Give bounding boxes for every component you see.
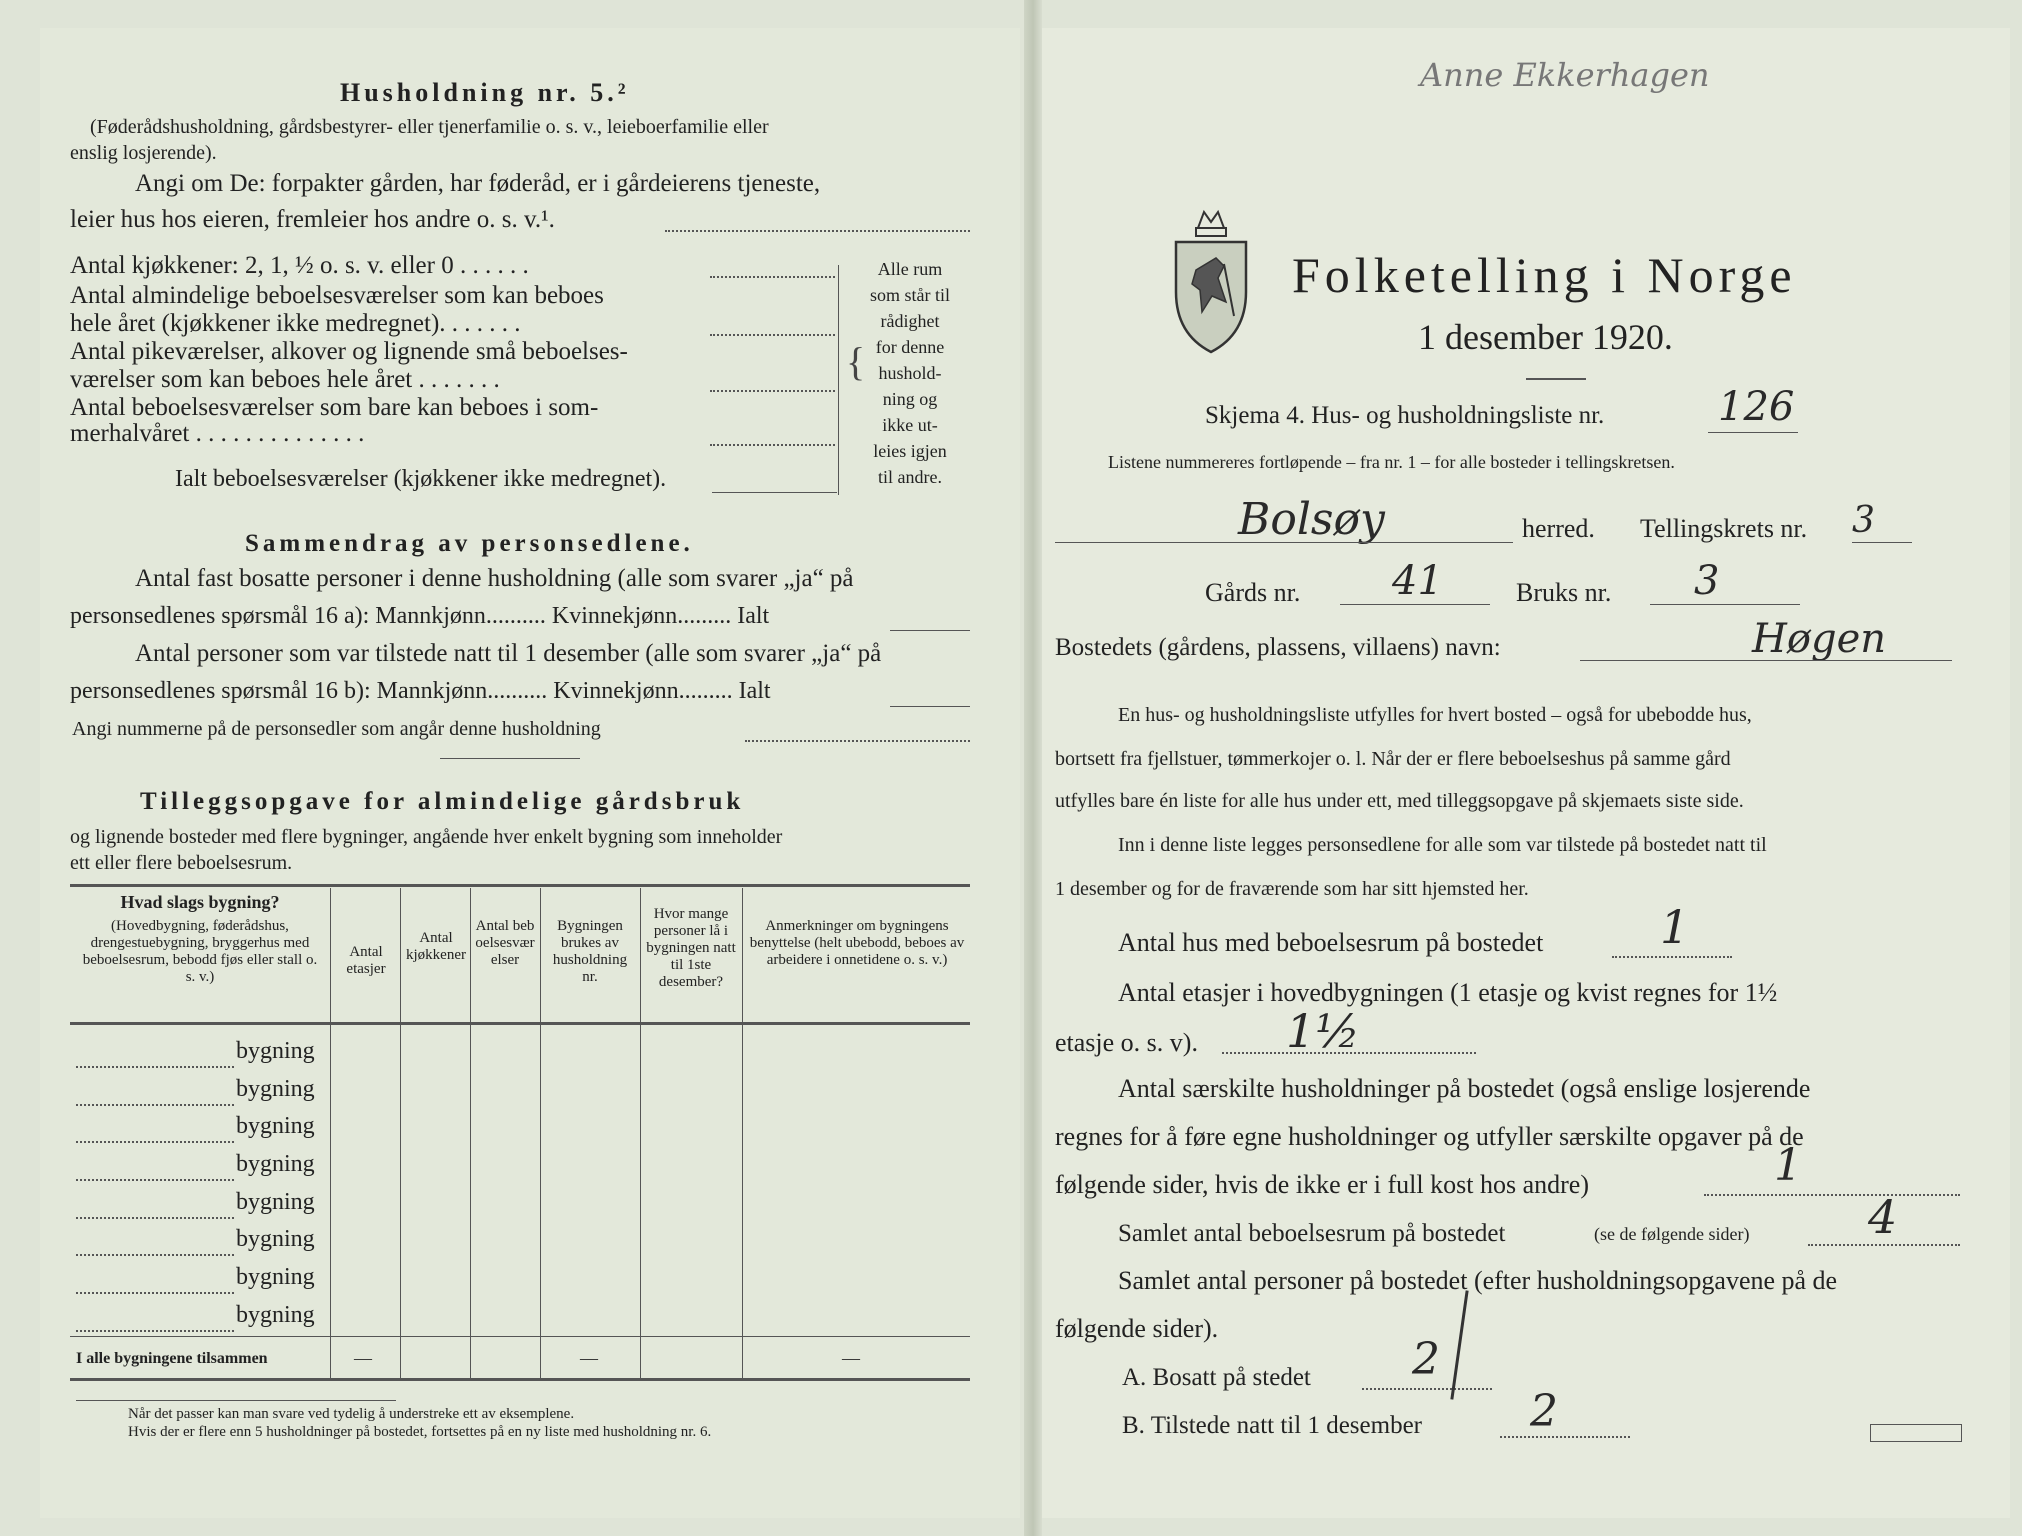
- tillegg-title: Tilleggsopgave for almindelige gårdsbruk: [140, 788, 745, 815]
- footnote-2: Hvis der er flere enn 5 husholdninger på bostedet, fortsettes på en ny liste med husholdning nr. 6.: [128, 1424, 712, 1440]
- para2-line-2: 1 desember og for de fraværende som har sitt hjemsted her.: [1055, 878, 1529, 900]
- tellingskrets-label: Tellingskrets nr.: [1640, 514, 1808, 543]
- total-dash-husholdning: —: [580, 1348, 598, 1368]
- saerskilte-line-1: Antal særskilte husholdninger på bostedet (også enslige losjerende: [1118, 1074, 1811, 1103]
- header-building-sub: (Hovedbygning, føderådshus, drengestuebygning, bryggerhus med beboelsesrum, bebodd fjøs eller stall o. s. v.): [82, 918, 318, 985]
- para1-line-2: bortsett fra fjellstuer, tømmerkojer o. l. Når der er flere beboelseshus på samme gård: [1055, 748, 1731, 770]
- gards-value: 41: [1392, 558, 1443, 604]
- hus-label: Antal hus med beboelsesrum på bostedet: [1118, 928, 1544, 957]
- husholdning-title: Husholdning nr. 5.²: [340, 78, 630, 107]
- saerskilte-value: 1: [1774, 1140, 1802, 1191]
- herred-label: herred.: [1522, 514, 1595, 543]
- gards-label: Gårds nr.: [1205, 578, 1301, 607]
- bosatt-label: A. Bosatt på stedet: [1122, 1364, 1311, 1391]
- room-line-6: Antal beboelsesværelser som bare kan beboes i som-: [70, 394, 599, 421]
- tilstede-value: 2: [1530, 1386, 1558, 1437]
- tilstede-label: B. Tilstede natt til 1 desember: [1122, 1412, 1422, 1439]
- table-row: bygning: [236, 1038, 315, 1064]
- sammendrag-title: Sammendrag av personsedlene.: [245, 530, 694, 557]
- bruks-label: Bruks nr.: [1516, 578, 1612, 607]
- bruks-value: 3: [1694, 558, 1720, 604]
- herred-value: Bolsøy: [1238, 494, 1385, 545]
- header-etasjer: Antal etasjer: [346, 944, 386, 977]
- table-row: bygning: [236, 1151, 315, 1177]
- beboelsesrum-label: Samlet antal beboelsesrum på bostedet: [1118, 1220, 1506, 1247]
- census-date: 1 desember 1920.: [1418, 317, 1673, 357]
- skjema-line: Skjema 4. Hus- og husholdningsliste nr.: [1205, 402, 1605, 429]
- intro-line-2: enslig losjerende).: [70, 142, 217, 164]
- header-personer: Hvor mange personer lå i bygningen natt til 1ste desember?: [646, 906, 736, 990]
- printer-stamp: [1870, 1424, 1962, 1442]
- table-row: bygning: [236, 1302, 315, 1328]
- tillegg-line-2: ett eller flere beboelsesrum.: [70, 852, 293, 874]
- tellingskrets-value: 3: [1852, 500, 1875, 541]
- personer-line-2: følgende sider).: [1055, 1314, 1219, 1343]
- page-fold: [1024, 0, 1042, 1536]
- table-row: bygning: [236, 1189, 315, 1215]
- norway-coat-of-arms-icon: [1168, 206, 1254, 354]
- room-line-5: værelser som kan beboes hele året . . . . . . .: [70, 366, 500, 393]
- footnote-1: Når det passer kan man svare ved tydelig å understreke ett av eksemplene.: [128, 1406, 575, 1422]
- saerskilte-line-2: regnes for å føre egne husholdninger og utfyller særskilte opgaver på de: [1055, 1122, 1804, 1151]
- main-title: Folketelling i Norge: [1292, 247, 1797, 303]
- room-line-3: hele året (kjøkkener ikke medregnet). . . . . . .: [70, 310, 521, 337]
- total-dash-etasjer: —: [354, 1348, 372, 1368]
- handwritten-top: Anne Ekkerhagen: [1420, 56, 1710, 94]
- sammendrag-line-2: personsedlenes spørsmål 16 a): Mannkjønn.......... Kvinnekjønn......... Ialt: [70, 603, 770, 629]
- header-kjokkener: Antal kjøkkener: [406, 930, 466, 963]
- table-row: bygning: [236, 1113, 315, 1139]
- para1-line-1: En hus- og husholdningsliste utfylles for hvert bosted – også for ubebodde hus,: [1118, 704, 1752, 726]
- etasjer-value: 1½: [1286, 1004, 1360, 1058]
- room-line-7: merhalvåret . . . . . . . . . . . . . .: [70, 420, 365, 447]
- intro-line-1: (Føderådshusholdning, gårdsbestyrer- eller tjenerfamilie o. s. v., leieboerfamilie eller: [90, 116, 769, 138]
- table-row: bygning: [236, 1264, 315, 1290]
- para2-line-1: Inn i denne liste legges personsedlene for alle som var tilstede på bostedet natt til: [1118, 834, 1767, 856]
- etasjer-line-1: Antal etasjer i hovedbygningen (1 etasje og kvist regnes for 1½: [1118, 978, 1778, 1007]
- bosatt-value: 2: [1412, 1334, 1440, 1385]
- header-building-type: Hvad slags bygning?: [120, 892, 280, 912]
- beboelsesrum-note: (se de følgende sider): [1594, 1224, 1750, 1244]
- tillegg-line-1: og lignende bosteder med flere bygninger, angående hver enkelt bygning som inneholder: [70, 826, 783, 848]
- room-line-4: Antal pikeværelser, alkover og lignende små beboelses-: [70, 338, 628, 365]
- total-label: I alle bygningene tilsammen: [76, 1350, 268, 1367]
- beboelsesrum-value: 4: [1868, 1190, 1898, 1244]
- sammendrag-line-5: Angi nummerne på de personsedler som angår denne husholdning: [72, 718, 601, 740]
- intro-line-4: leier hus hos eieren, fremleier hos andre o. s. v.¹.: [70, 206, 555, 233]
- intro-line-3: Angi om De: forpakter gården, har føderåd, er i gårdeierens tjeneste,: [135, 170, 821, 197]
- para1-line-3: utfylles bare én liste for alle hus under ett, med tilleggsopgave på skjemaets siste side.: [1055, 790, 1744, 812]
- table-row: bygning: [236, 1076, 315, 1102]
- skjema-nr: 126: [1718, 384, 1795, 430]
- bosted-value: Høgen: [1752, 616, 1887, 662]
- total-dash-anmerkninger: —: [842, 1348, 860, 1368]
- header-anmerkninger: Anmerkninger om bygningens benyttelse (helt ubebodd, beboes av arbeidere i onnetidene o. s. v.): [749, 918, 965, 968]
- personer-line-1: Samlet antal personer på bostedet (efter husholdningsopgavene på de: [1118, 1266, 1838, 1295]
- brace-icon: {: [846, 339, 866, 384]
- sammendrag-line-4: personsedlenes spørsmål 16 b): Mannkjønn.......... Kvinnekjønn......... Ialt: [70, 678, 771, 704]
- listene-line: Listene nummereres fortløpende – fra nr. 1 – for alle bosteder i tellingskretsen.: [1108, 452, 1675, 472]
- saerskilte-line-3: følgende sider, hvis de ikke er i full kost hos andre): [1055, 1170, 1589, 1199]
- bosted-label: Bostedets (gårdens, plassens, villaens) navn:: [1055, 634, 1501, 661]
- brace-note: Alle rum som står til rådighet for denne hushold- ning og ikke ut- leies igjen til andre.: [870, 259, 950, 487]
- table-row: bygning: [236, 1226, 315, 1252]
- sammendrag-line-3: Antal personer som var tilstede natt til 1 desember (alle som svarer „ja“ på: [135, 640, 882, 667]
- etasjer-line-2: etasje o. s. v).: [1055, 1028, 1198, 1057]
- sammendrag-line-1: Antal fast bosatte personer i denne husholdning (alle som svarer „ja“ på: [135, 565, 854, 592]
- header-husholdning-nr: Bygningen brukes av husholdning nr.: [552, 918, 628, 985]
- header-beboelsesvaerelser: Antal beboelsesværelser: [475, 918, 535, 968]
- room-line-2: Antal almindelige beboelsesværelser som kan beboes: [70, 282, 604, 309]
- room-line-1: Antal kjøkkener: 2, 1, ½ o. s. v. eller 0 . . . . . .: [70, 252, 529, 279]
- hus-value: 1: [1660, 900, 1690, 954]
- ialt-line: Ialt beboelsesværelser (kjøkkener ikke medregnet).: [175, 466, 667, 492]
